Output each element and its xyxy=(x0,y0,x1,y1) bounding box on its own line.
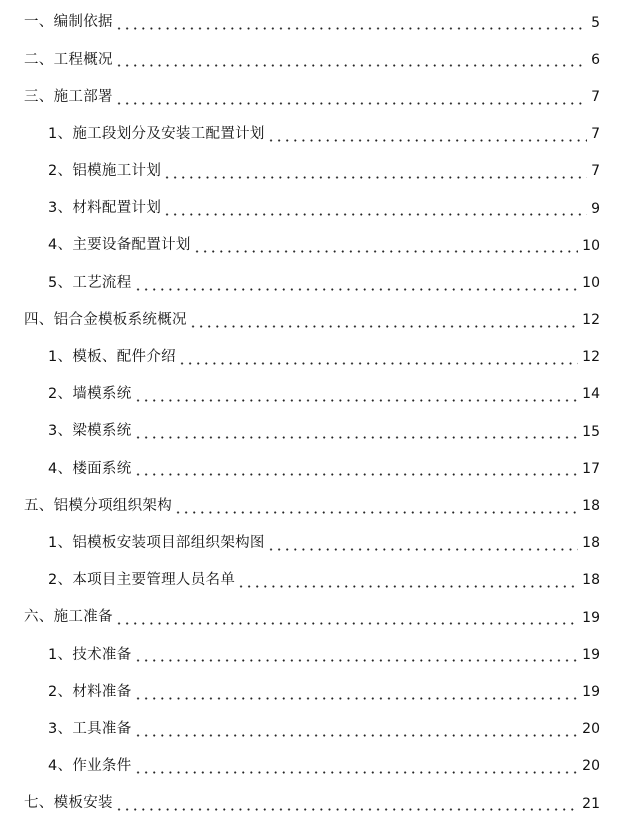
toc-subentry[interactable] xyxy=(0,190,630,227)
dot-leader xyxy=(189,325,578,328)
toc-subentry[interactable] xyxy=(0,450,630,487)
toc-subentry[interactable] xyxy=(0,227,630,264)
toc-entry-page: 21 xyxy=(582,795,600,812)
toc-entry-title: 1、铝模板安装项目部组织架构图 xyxy=(48,534,265,551)
toc-entry[interactable] xyxy=(0,785,630,822)
toc-entry-title: 二、工程概况 xyxy=(24,51,113,68)
dot-leader xyxy=(134,473,579,476)
dot-leader xyxy=(134,436,579,439)
toc-entry[interactable] xyxy=(0,4,630,41)
toc-subentry[interactable] xyxy=(0,116,630,153)
dot-leader xyxy=(267,548,578,551)
dot-leader xyxy=(237,585,578,588)
toc-entry-title: 1、施工段划分及安装工配置计划 xyxy=(48,125,265,142)
dot-leader xyxy=(115,102,587,105)
toc-entry-title: 3、梁模系统 xyxy=(48,423,132,440)
dot-leader xyxy=(178,362,578,365)
toc-entry-page: 6 xyxy=(591,51,600,68)
toc-entry[interactable] xyxy=(0,487,630,524)
dot-leader xyxy=(115,27,587,30)
toc-entry-title: 2、材料准备 xyxy=(48,683,132,700)
dot-leader xyxy=(134,288,579,291)
dot-leader xyxy=(134,771,579,774)
toc-entry-title: 4、楼面系统 xyxy=(48,460,132,477)
toc-subentry[interactable] xyxy=(0,673,630,710)
toc-entry-page: 19 xyxy=(582,646,600,663)
toc-subentry[interactable] xyxy=(0,562,630,599)
toc-entry[interactable] xyxy=(0,599,630,636)
toc-entry-page: 10 xyxy=(582,274,600,291)
toc-entry-page: 18 xyxy=(582,572,600,589)
dot-leader xyxy=(134,659,579,662)
toc-entry-page: 19 xyxy=(582,683,600,700)
toc-entry-title: 1、模板、配件介绍 xyxy=(48,349,176,366)
toc-entry-title: 2、本项目主要管理人员名单 xyxy=(48,572,236,589)
toc-entry-page: 15 xyxy=(582,423,600,440)
toc-entry-page: 20 xyxy=(582,758,600,775)
toc-entry-page: 7 xyxy=(591,88,600,105)
dot-leader xyxy=(115,622,578,625)
toc-entry-page: 9 xyxy=(591,200,600,217)
toc-entry-page: 14 xyxy=(582,386,600,403)
dot-leader xyxy=(134,399,579,402)
dot-leader xyxy=(193,250,578,253)
toc-subentry[interactable] xyxy=(0,153,630,190)
toc-entry-title: 七、模板安装 xyxy=(24,795,113,812)
toc-entry-page: 7 xyxy=(591,163,600,180)
toc-subentry[interactable] xyxy=(0,525,630,562)
toc-entry[interactable] xyxy=(0,41,630,78)
toc-entry-page: 5 xyxy=(591,14,600,31)
toc-entry[interactable] xyxy=(0,302,630,339)
toc-entry-title: 2、铝模施工计划 xyxy=(48,163,162,180)
toc-entry-page: 17 xyxy=(582,460,600,477)
dot-leader xyxy=(134,697,579,700)
toc-entry-page: 20 xyxy=(582,721,600,738)
toc-entry-title: 4、主要设备配置计划 xyxy=(48,237,191,254)
toc-entry-page: 19 xyxy=(582,609,600,626)
table-of-contents xyxy=(0,4,630,822)
toc-subentry[interactable] xyxy=(0,711,630,748)
toc-subentry[interactable] xyxy=(0,748,630,785)
toc-entry-title: 一、编制依据 xyxy=(24,14,113,31)
toc-entry-title: 五、铝模分项组织架构 xyxy=(24,497,172,514)
dot-leader xyxy=(134,734,579,737)
toc-entry-title: 3、材料配置计划 xyxy=(48,200,162,217)
dot-leader xyxy=(163,213,587,216)
toc-entry-title: 2、墙模系统 xyxy=(48,386,132,403)
toc-subentry[interactable] xyxy=(0,636,630,673)
toc-entry-page: 18 xyxy=(582,535,600,552)
dot-leader xyxy=(163,176,587,179)
dot-leader xyxy=(115,64,587,67)
toc-entry-title: 5、工艺流程 xyxy=(48,274,132,291)
toc-entry-title: 三、施工部署 xyxy=(24,88,113,105)
toc-entry-page: 18 xyxy=(582,498,600,515)
toc-entry-page: 10 xyxy=(582,237,600,254)
toc-subentry[interactable] xyxy=(0,339,630,376)
toc-entry-title: 3、工具准备 xyxy=(48,720,132,737)
toc-entry-title: 六、施工准备 xyxy=(24,609,113,626)
toc-subentry[interactable] xyxy=(0,413,630,450)
toc-subentry[interactable] xyxy=(0,264,630,301)
toc-entry-page: 12 xyxy=(582,349,600,366)
toc-subentry[interactable] xyxy=(0,376,630,413)
toc-entry-page: 12 xyxy=(582,312,600,329)
toc-entry-title: 四、铝合金模板系统概况 xyxy=(24,311,187,328)
toc-entry-page: 7 xyxy=(591,126,600,143)
dot-leader xyxy=(267,139,587,142)
toc-entry[interactable] xyxy=(0,78,630,115)
dot-leader xyxy=(115,808,578,811)
toc-entry-title: 1、技术准备 xyxy=(48,646,132,663)
toc-entry-title: 4、作业条件 xyxy=(48,758,132,775)
dot-leader xyxy=(174,511,578,514)
